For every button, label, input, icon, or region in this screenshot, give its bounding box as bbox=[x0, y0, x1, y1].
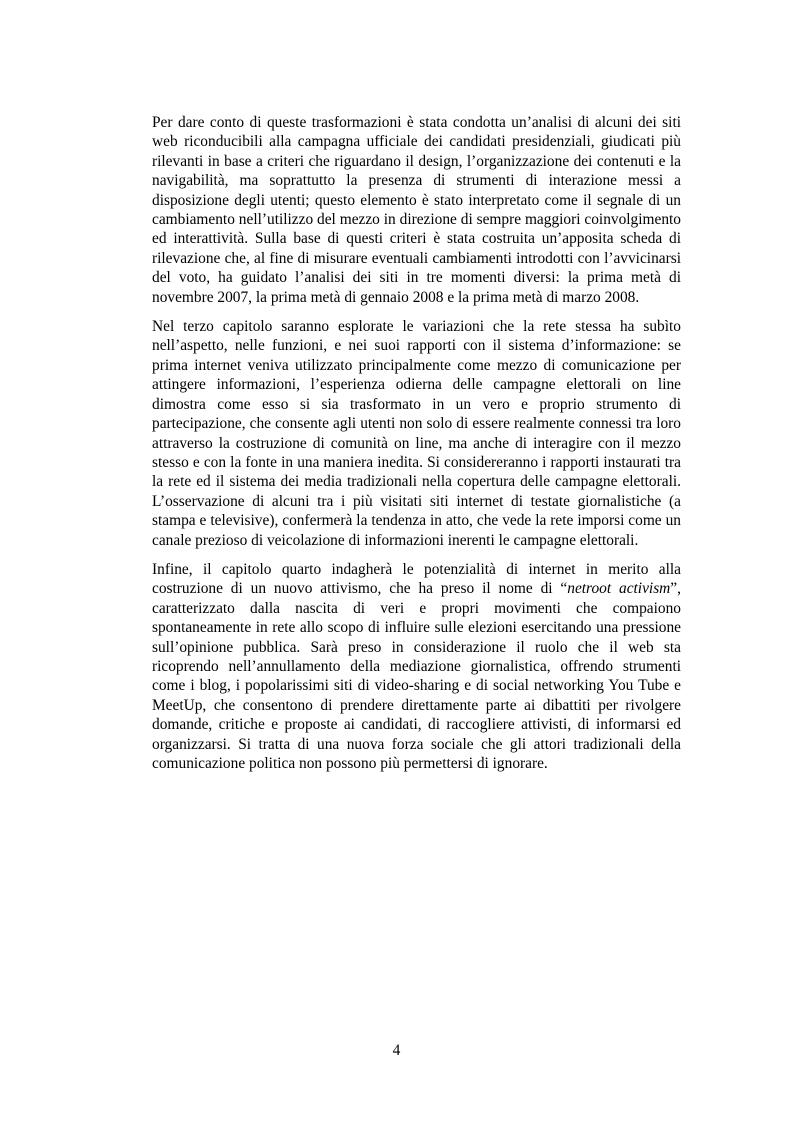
paragraph-text-after: ”, caratterizzato dalla nascita di veri e propri movimenti che compaiono spontaneamente in rete allo scopo di influire sulle elezioni esercitando una pressione sull’opinione pubblica. Sarà preso in considerazione il ruolo che il web sta ricoprendo nell’annullamento della mediazione giornalistica, offrendo strumenti come i blog, i popolarissimi siti di video-sharing e di social networking You Tube e MeetUp, che consentono di prendere direttamente parte ai dibattiti per rivolgere domande, critiche e proposte ai candidati, di raccogliere attivisti, di informarsi ed organizzarsi. Si tratta di una nuova forza sociale che gli attori tradizionali della comunicazione politica non possono più permettersi di ignorare. bbox=[152, 580, 681, 772]
paragraph-chapter-four bbox=[152, 560, 681, 773]
paragraph-text-before: Infine, il capitolo quarto indagherà le potenzialità di internet in merito alla costruzione di un nuovo attivismo, che ha preso il nome di “ bbox=[152, 560, 681, 598]
paragraph-chapter-three: Nel terzo capitolo saranno esplorate le variazioni che la rete stessa ha subìto nell’aspetto, nelle funzioni, e nei suoi rapporti con il sistema d’informazione: se prima internet veniva utilizzato principalmente come mezzo di comunicazione per attingere informazioni, l’esperienza odierna delle campagne elettorali on line dimostra come esso si sia trasformato in un vero e proprio strumento di partecipazione, che consente agli utenti non solo di essere realmente connessi tra loro attraverso la costruzione di comunità on line, ma anche di interagire con il mezzo stesso e con la fonte in una maniera inedita. Si considereranno i rapporti instaurati tra la rete ed il sistema dei media tradizionali nella copertura delle campagne elettorali. L’osservazione di alcuni tra i più visitati siti internet di testate giornalistiche (a stampa e televisive), confermerà la tendenza in atto, che vede la rete imporsi come un canale prezioso di veicolazione di informazioni inerenti le campagne elettorali. bbox=[152, 318, 681, 549]
document-body bbox=[152, 113, 681, 783]
page-number: 4 bbox=[392, 1042, 401, 1059]
paragraph-analysis: Per dare conto di queste trasformazioni è stata condotta un’analisi di alcuni dei siti web riconducibili alla campagna ufficiale dei candidati presidenziali, giudicati più rilevanti in base a criteri che riguardano il design, l’organizzazione dei contenuti e la navigabilità, ma soprattutto la presenza di strumenti di interazione messi a disposizione degli utenti; questo elemento è stato interpretato come il segnale di un cambiamento nell’utilizzo del mezzo in direzione di sempre maggiori coinvolgimento ed interattività. Sulla base di questi criteri è stata costruita un’apposita scheda di rilevazione che, al fine di misurare eventuali cambiamenti introdotti con l’avvicinarsi del voto, ha guidato l’analisi dei siti in tre momenti diversi: la prima metà di novembre 2007, la prima metà di gennaio 2008 e la prima metà di marzo 2008. bbox=[152, 114, 681, 306]
emphasized-term: netroot activism bbox=[567, 580, 671, 598]
